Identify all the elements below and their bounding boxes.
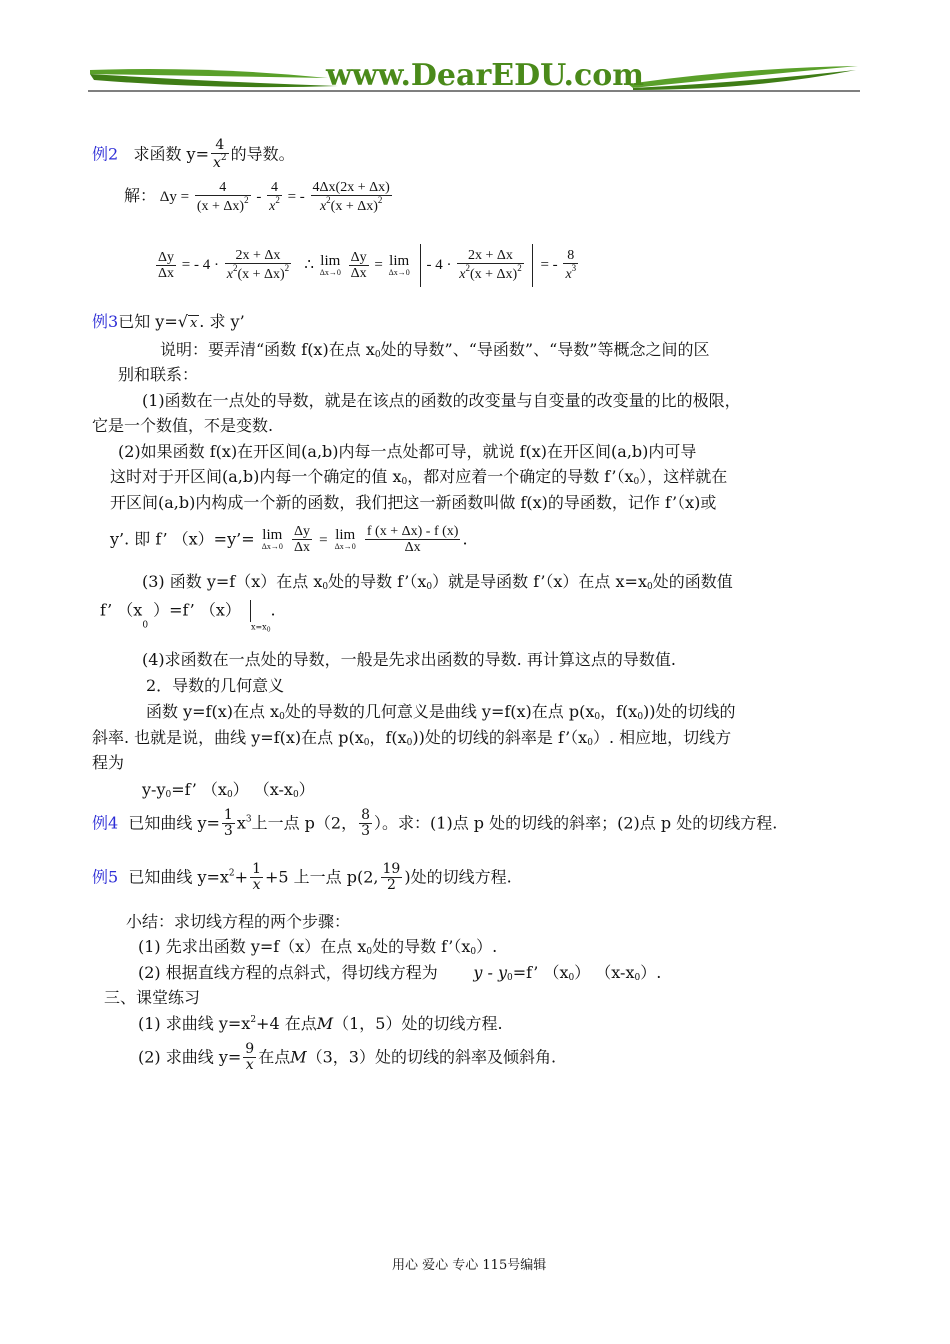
summary-text: 处的导数 f’（x bbox=[372, 937, 471, 956]
exponent: 2 bbox=[228, 868, 235, 879]
fraction-4-den-b: (x + Δx) bbox=[237, 267, 285, 283]
equals-minus-four: = - 4 · bbox=[181, 256, 219, 273]
subscript: 0 bbox=[226, 790, 233, 800]
exercise-1 bbox=[138, 1014, 503, 1033]
header-banner bbox=[88, 56, 860, 96]
subscript: 0 bbox=[165, 790, 172, 800]
limit-1 bbox=[320, 254, 341, 277]
subscript: 0 bbox=[426, 582, 433, 592]
result-equals: = - bbox=[540, 256, 558, 273]
example-4-text: 已知曲线 y= bbox=[128, 813, 220, 833]
difference-quotient-denominator: Δx bbox=[404, 540, 421, 556]
difference-quotient-numerator: f (x + Δx) - f (x) bbox=[366, 524, 459, 539]
summary-text: (2) 根据直线方程的点斜式，得切线方程为 bbox=[138, 963, 438, 982]
section-3-title: 三、课堂练习 bbox=[104, 988, 201, 1007]
solution-line-1 bbox=[124, 180, 394, 215]
exponent: 2 bbox=[232, 263, 238, 274]
summary-text: (1) 先求出函数 y=f（x）在点 x bbox=[138, 937, 367, 956]
explain-text: y’. 即 f’ （x）=y’= bbox=[110, 529, 255, 549]
exponent: 2 bbox=[377, 195, 383, 206]
explain-text: 处的导数 f’（x bbox=[328, 572, 427, 591]
example-3-text-a: 已知 y= bbox=[118, 312, 178, 331]
subscript: 0 bbox=[266, 626, 271, 634]
summary-text: =f’ （x bbox=[512, 963, 569, 982]
subscript: 0 bbox=[470, 947, 477, 957]
fraction-4-den-a: x bbox=[226, 267, 233, 283]
summary-step-2 bbox=[138, 963, 661, 984]
example-3-text-b: . 求 y’ bbox=[199, 312, 245, 331]
fraction-denominator: 3 bbox=[361, 823, 371, 840]
example-2-text-a: 求函数 y= bbox=[133, 144, 209, 164]
exercise-text: 在点 bbox=[258, 1047, 291, 1067]
page-footer: 用心 爱心 专心 115号编辑 bbox=[392, 1258, 547, 1273]
dy-dx-fraction-3 bbox=[292, 524, 312, 556]
exponent: 2 bbox=[250, 1015, 257, 1025]
fraction-denominator: x bbox=[245, 1057, 254, 1074]
subscript: 0 bbox=[633, 477, 640, 487]
point-m: M bbox=[316, 1014, 334, 1033]
explain-text: 这时对于开区间(a,b)内每一个确定的值 x bbox=[110, 467, 402, 486]
exponent: 2 bbox=[244, 195, 249, 206]
subscript: 0 bbox=[363, 738, 370, 748]
subscript: 0 bbox=[637, 712, 644, 722]
fraction-numerator: 4 bbox=[211, 138, 229, 154]
subscript: 0 bbox=[568, 973, 575, 983]
exponent: 2 bbox=[326, 195, 331, 206]
fraction-numerator: 1 bbox=[223, 807, 233, 823]
nine-over-x-fraction bbox=[243, 1042, 256, 1074]
period: . bbox=[270, 600, 276, 620]
exponent: 3 bbox=[571, 263, 577, 274]
fraction-5-den-a: x bbox=[459, 267, 466, 283]
evaluation-subscript: x=x bbox=[250, 622, 267, 632]
fraction-3-den-b: (x + Δx) bbox=[330, 199, 378, 215]
exponent: 2 bbox=[517, 263, 522, 274]
result-fraction bbox=[563, 248, 578, 283]
example-2-line bbox=[92, 138, 295, 172]
fraction-5-den-b: (x + Δx) bbox=[469, 267, 518, 283]
example-2-text-b: 的导数。 bbox=[230, 144, 295, 164]
subscript: 0 bbox=[401, 477, 408, 487]
subscript: 0 bbox=[406, 738, 413, 748]
example-5-text: +5 上一点 p(2, bbox=[264, 867, 379, 887]
exercise-text: (2) 求曲线 y= bbox=[138, 1047, 242, 1067]
lim-subscript: Δx→0 bbox=[261, 542, 283, 552]
delta-y-symbol: Δy = bbox=[159, 188, 190, 205]
fraction-numerator: 8 bbox=[361, 807, 371, 823]
fraction-3-den-a: x bbox=[319, 199, 327, 215]
dx: Δx bbox=[293, 540, 310, 556]
explain-item-1a: (1)函数在一点处的导数，就是在该点的函数的改变量与自变量的改变量的比的极限， bbox=[142, 391, 741, 410]
explain-text: 处的函数值 bbox=[652, 572, 733, 591]
subscript: 0 bbox=[322, 582, 329, 592]
subscript: 0 bbox=[507, 973, 513, 983]
explain-line-1 bbox=[160, 340, 709, 361]
subscript: 0 bbox=[594, 712, 601, 722]
fraction-numerator: 19 bbox=[382, 861, 401, 877]
explain-item-2a: (2)如果函数 f(x)在开区间(a,b)内每一点处都可导，就说 f(x)在开区间(a,b)内可导 bbox=[118, 442, 697, 461]
dy-dx-fraction bbox=[156, 250, 176, 282]
example-5-line bbox=[92, 862, 512, 894]
dy-dx-fraction-2 bbox=[349, 250, 369, 282]
period: . bbox=[462, 529, 468, 549]
eight-thirds-fraction bbox=[359, 808, 372, 840]
exercise-text: (1) 求曲线 y=x bbox=[138, 1014, 251, 1033]
eq-text: y-y bbox=[142, 780, 166, 799]
exercise-text: +4 在点 bbox=[256, 1014, 317, 1033]
summary-text: ）. bbox=[640, 963, 662, 982]
exercise-text: （1，5）处的切线方程. bbox=[333, 1014, 503, 1033]
subscript: 0 bbox=[366, 947, 373, 957]
explain-item-3a bbox=[142, 572, 733, 593]
lim-subscript: Δx→0 bbox=[334, 542, 356, 552]
bracket-expression bbox=[420, 244, 533, 287]
subscript: 0 bbox=[279, 712, 285, 722]
example-2-label: 例2 bbox=[92, 144, 119, 164]
example-5-text: 已知曲线 y=x bbox=[128, 867, 229, 887]
fraction-1 bbox=[195, 180, 251, 215]
exercise-text: （3，3）处的切线的斜率及倾斜角. bbox=[306, 1047, 557, 1067]
point-m: M bbox=[290, 1047, 307, 1067]
explain-text: f’ （x bbox=[100, 600, 143, 620]
bracket-minus-four: - 4 · bbox=[426, 256, 452, 273]
fraction-denominator: x bbox=[213, 155, 221, 172]
nineteen-halves-fraction bbox=[381, 862, 403, 894]
para-text: ))处的切线的 bbox=[643, 702, 736, 721]
explain-text: ）=f’ （x） bbox=[153, 600, 241, 620]
exercise-2 bbox=[138, 1042, 556, 1074]
exponent: 2 bbox=[284, 263, 290, 274]
summary-step-1 bbox=[138, 937, 497, 958]
explain-item-1b: 它是一个数值，不是变数. bbox=[92, 416, 274, 435]
tangent-equation bbox=[142, 780, 315, 801]
result-denominator: x bbox=[565, 267, 572, 283]
example-4-text: 上一点 p（2， bbox=[251, 813, 358, 833]
explain-text: 说明：要弄清“函数 f(x)在点 x bbox=[160, 340, 375, 359]
fraction-2-numerator: 4 bbox=[267, 180, 282, 196]
dy: Δy bbox=[293, 524, 310, 539]
example-4-text: x bbox=[236, 813, 246, 833]
fraction-3-numerator: 4Δx(2x + Δx) bbox=[312, 180, 390, 195]
summary-text: ）. bbox=[476, 937, 498, 956]
para-text: 斜率. 也就是说，曲线 y=f(x)在点 p(x bbox=[92, 728, 364, 747]
explain-item-2b bbox=[110, 467, 727, 488]
equals-minus: = - bbox=[287, 188, 305, 205]
section-2-para-1 bbox=[146, 702, 736, 723]
explain-item-4: (4)求函数在一点处的导数，一般是先求出函数的导数. 再计算这点的导数值. bbox=[142, 650, 676, 669]
minus-sign: - bbox=[256, 188, 262, 205]
solution-label: 解： bbox=[124, 185, 157, 205]
lim-subscript: Δx→0 bbox=[388, 267, 410, 277]
summary-text: ） （x-x bbox=[574, 963, 635, 982]
eq-text: =f’ （x bbox=[171, 780, 227, 799]
explain-item-3b bbox=[100, 600, 276, 634]
difference-quotient bbox=[365, 524, 461, 556]
example-4-line bbox=[92, 808, 777, 840]
subscript: 0 bbox=[634, 973, 641, 983]
subscript: 0 bbox=[292, 790, 299, 800]
exponent: 2 bbox=[220, 153, 227, 164]
lim-text: lim bbox=[262, 527, 283, 544]
example-4-label: 例4 bbox=[92, 813, 119, 833]
exponent: 2 bbox=[465, 263, 470, 274]
limit-3 bbox=[262, 528, 283, 551]
explain-item-2d bbox=[110, 524, 468, 556]
therefore-symbol: ∴ bbox=[304, 256, 314, 273]
fraction-4 bbox=[225, 248, 291, 283]
fraction-numerator: 9 bbox=[245, 1041, 255, 1057]
explain-text: 处的导数”、“导函数”、“导数”等概念之间的区 bbox=[380, 340, 710, 359]
explain-text: ，都对应着一个确定的导数 f’（x bbox=[407, 467, 634, 486]
subscript: 0 bbox=[646, 582, 653, 592]
section-2-para-3: 程为 bbox=[92, 753, 125, 772]
dx: Δx bbox=[158, 265, 175, 281]
para-text: ))处的切线的斜率是 f’（x bbox=[412, 728, 588, 747]
para-text: 函数 y=f(x)在点 x bbox=[146, 702, 280, 721]
fraction-denominator: x bbox=[252, 877, 261, 894]
explain-text: ）就是导函数 f’（x）在点 x=x bbox=[432, 572, 647, 591]
result-numerator: 8 bbox=[563, 248, 578, 264]
dx: Δx bbox=[350, 265, 367, 281]
fraction-1-denominator: (x + Δx) bbox=[196, 199, 245, 215]
section-2-title: 2．导数的几何意义 bbox=[146, 676, 285, 695]
fraction-denominator: 2 bbox=[386, 877, 396, 894]
subscript: 0 bbox=[374, 350, 381, 360]
para-text: ，f(x bbox=[369, 728, 407, 747]
explain-line-2: 别和联系： bbox=[118, 365, 199, 384]
example-5-text: )处的切线方程. bbox=[404, 867, 512, 887]
para-text: ，f(x bbox=[600, 702, 638, 721]
exponent: 3 bbox=[245, 814, 252, 825]
equals: = bbox=[319, 532, 328, 549]
dy: Δy bbox=[158, 249, 175, 265]
fraction-3 bbox=[311, 180, 392, 215]
fraction-2 bbox=[267, 180, 282, 215]
example-4-text: ）。求：(1)点 p 处的切线的斜率；(2)点 p 处的切线方程. bbox=[374, 813, 778, 833]
fraction-denominator: 3 bbox=[223, 823, 233, 840]
fraction-4-numerator: 2x + Δx bbox=[225, 248, 291, 264]
explain-text: (3) 函数 y=f（x）在点 x bbox=[142, 572, 323, 591]
equals: = bbox=[374, 256, 383, 273]
example-3-label: 例3 bbox=[92, 312, 119, 331]
summary-math: y - y bbox=[473, 963, 508, 982]
sqrt-argument: x bbox=[189, 316, 198, 331]
solution-line-2 bbox=[154, 244, 580, 287]
fraction-1-numerator: 4 bbox=[195, 180, 251, 196]
dy: Δy bbox=[350, 249, 367, 265]
para-text: ）. 相应地，切线方 bbox=[592, 728, 732, 747]
site-logo-text: www.DearEDU.com bbox=[326, 58, 645, 93]
example-3-line: 例3已知 y=√ x . 求 y’ bbox=[92, 312, 245, 331]
example-5-label: 例5 bbox=[92, 867, 119, 887]
exponent: 2 bbox=[275, 195, 280, 206]
summary-title: 小结：求切线方程的两个步骤： bbox=[126, 912, 351, 931]
fraction-2-denominator: x bbox=[269, 199, 276, 215]
lim-subscript: Δx→0 bbox=[319, 267, 341, 277]
limit-4 bbox=[335, 528, 356, 551]
fraction-5 bbox=[457, 248, 523, 283]
example-2-fraction bbox=[211, 138, 229, 172]
limit-2 bbox=[389, 254, 410, 277]
fraction-numerator: 1 bbox=[252, 861, 261, 877]
lim-text: lim bbox=[389, 252, 410, 269]
subscript: 0 bbox=[142, 620, 149, 631]
para-text: 处的导数的几何意义是曲线 y=f(x)在点 p(x bbox=[284, 702, 595, 721]
eq-text: ） bbox=[298, 780, 315, 799]
subscript: 0 bbox=[587, 738, 593, 748]
eq-text: ） （x-x bbox=[232, 780, 293, 799]
fraction-5-numerator: 2x + Δx bbox=[457, 248, 523, 264]
section-2-para-2 bbox=[92, 728, 731, 749]
one-over-x-fraction bbox=[250, 862, 263, 894]
lim-text: lim bbox=[320, 252, 341, 269]
lim-text: lim bbox=[335, 527, 356, 544]
evaluation-bar bbox=[250, 600, 251, 622]
explain-item-2c: 开区间(a,b)内构成一个新的函数，我们把这一新函数叫做 f(x)的导函数，记作 f’（x)或 bbox=[110, 493, 717, 512]
one-third-fraction bbox=[222, 808, 235, 840]
explain-text: ），这样就在 bbox=[639, 467, 728, 486]
example-5-text: + bbox=[234, 867, 249, 887]
